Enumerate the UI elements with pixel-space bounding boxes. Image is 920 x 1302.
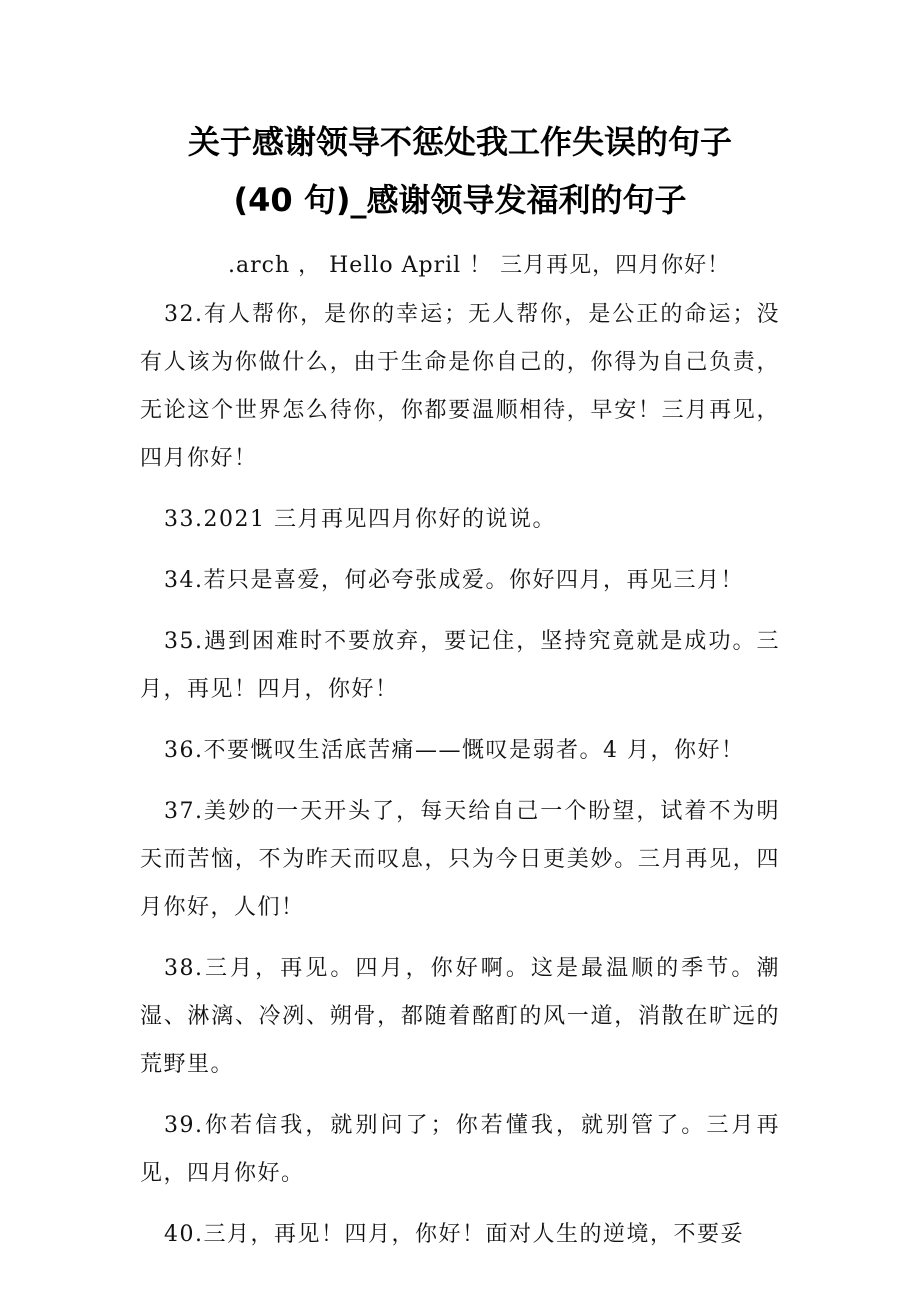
paragraph-35: 35.遇到困难时不要放弃，要记住，坚持究竟就是成功。三月，再见！四月，你好！ bbox=[140, 629, 780, 702]
document-body bbox=[140, 242, 780, 1272]
document-title-line-2: (40 句)_感谢领导发福利的句子 bbox=[233, 181, 687, 219]
paragraph-33: 33.2021 三月再见四月你好的说说。 bbox=[164, 507, 556, 532]
paragraph-40: 40.三月，再见！四月，你好！面对人生的逆境，不要妥 bbox=[164, 1222, 744, 1247]
paragraph-39: 39.你若信我，就别问了；你若懂我，就别管了。三月再见，四月你好。 bbox=[140, 1113, 780, 1186]
paragraph-37: 37.美妙的一天开头了，每天给自己一个盼望，试着不为明天而苦恼，不为昨天而叹息，只为今日更美妙。三月再见，四月你好，人们！ bbox=[140, 799, 780, 920]
intro-paragraph: .arch ， Hello April ！ 三月再见，四月你好！ bbox=[228, 253, 731, 278]
paragraph-32: 32.有人帮你，是你的幸运；无人帮你，是公正的命运；没有人该为你做什么，由于生命是你自己的，你得为自己负责，无论这个世界怎么待你，你都要温顺相待，早安！三月再见，四月你好！ bbox=[140, 302, 780, 471]
paragraph-38: 38.三月，再见。四月，你好啊。这是最温顺的季节。潮湿、淋漓、冷冽、朔骨，都随着酩酊的风一道，消散在旷远的荒野里。 bbox=[140, 956, 780, 1077]
paragraph-34: 34.若只是喜爱，何必夸张成爱。你好四月，再见三月！ bbox=[164, 568, 744, 593]
document-title-line-1: 关于感谢领导不惩处我工作失误的句子 bbox=[187, 123, 732, 161]
paragraph-36: 36.不要慨叹生活底苦痛——慨叹是弱者。4 月，你好！ bbox=[164, 738, 745, 763]
